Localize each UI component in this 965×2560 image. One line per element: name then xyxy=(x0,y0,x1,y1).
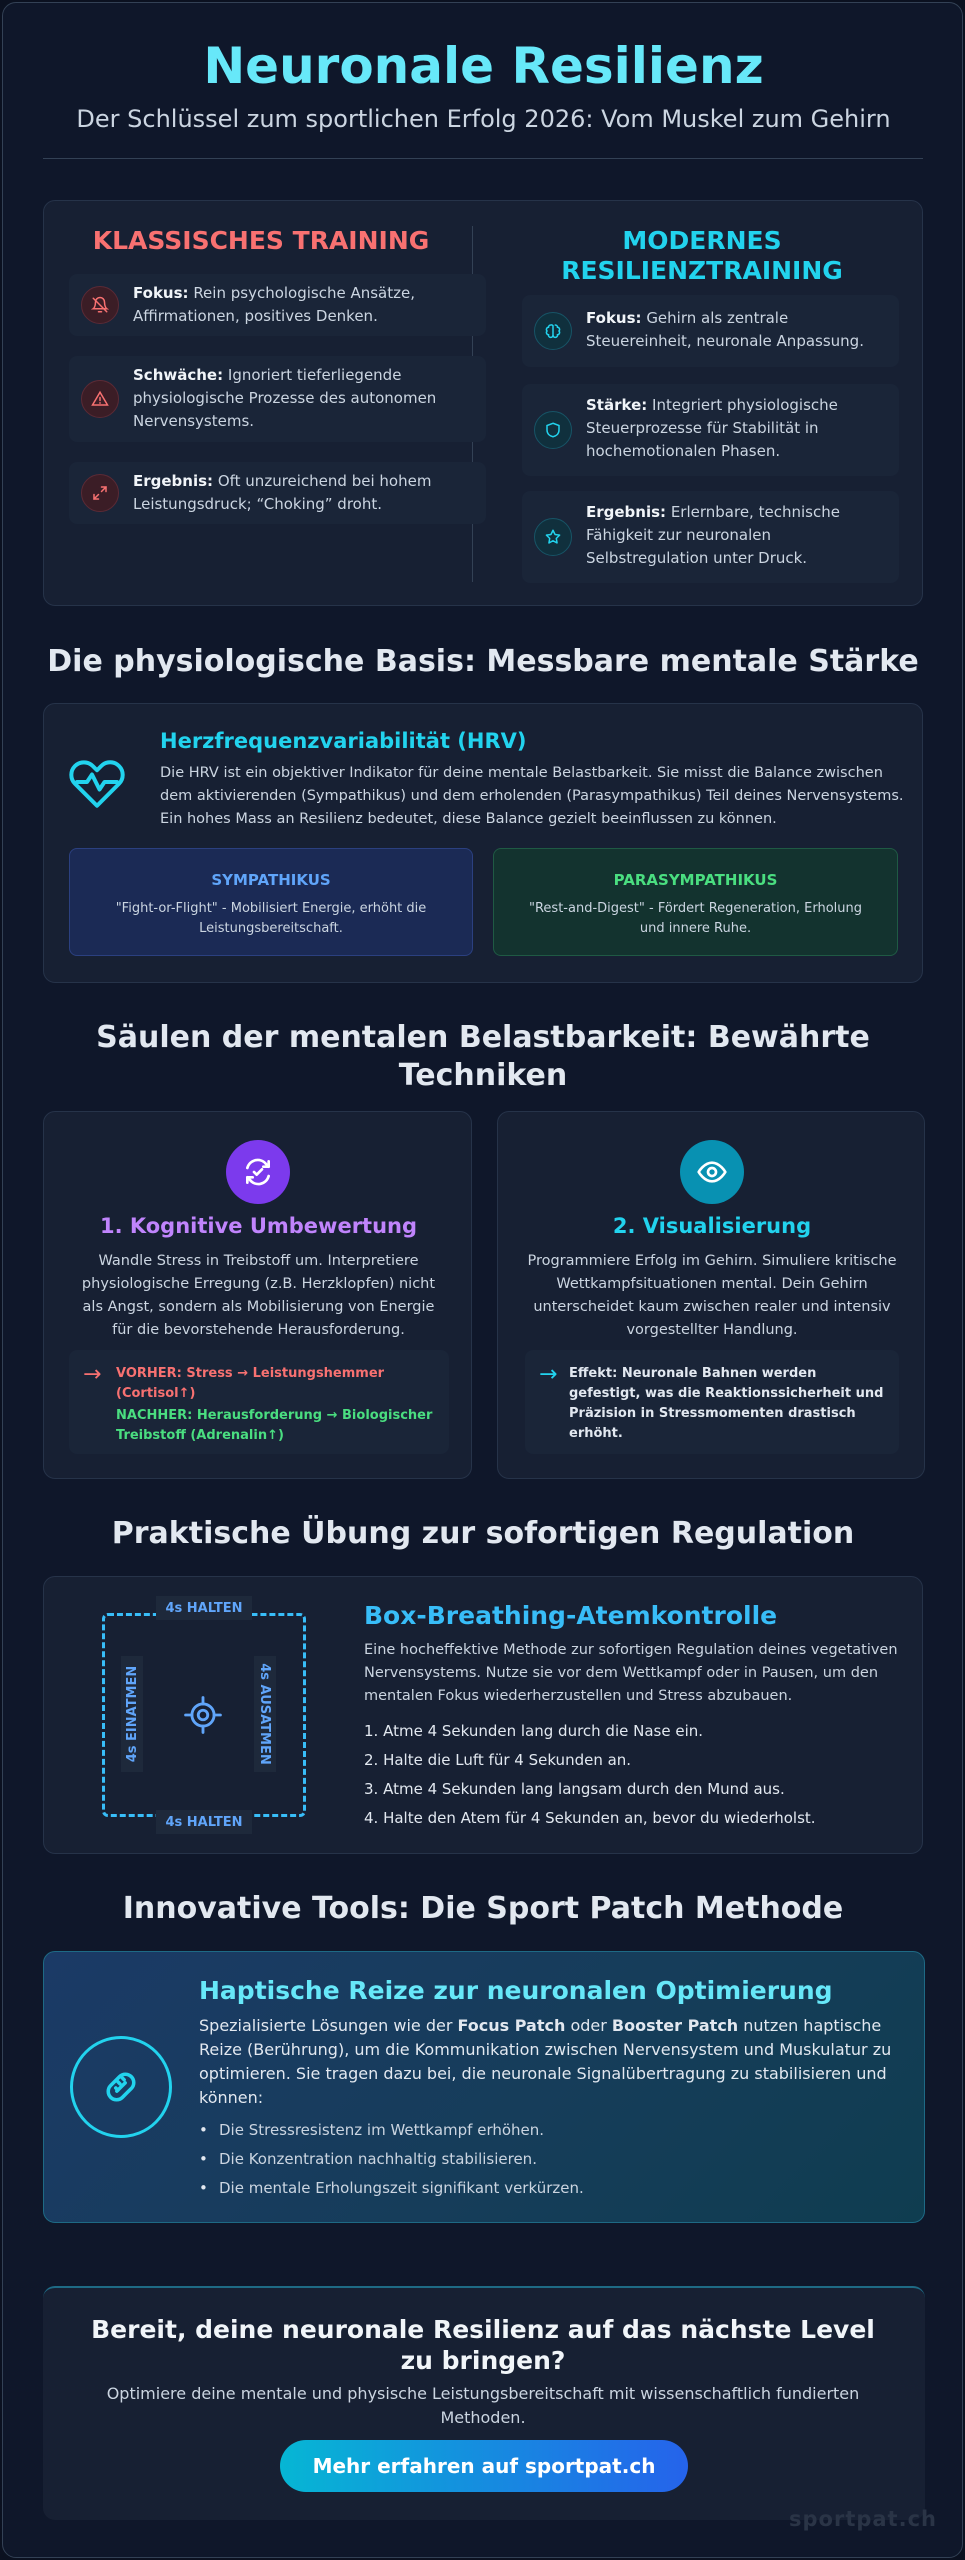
modern-item-label: Ergebnis: xyxy=(586,503,667,521)
pillar-visualization-card xyxy=(497,1111,925,1479)
pillar-cognitive-card xyxy=(43,1111,472,1479)
modern-item-strength xyxy=(522,384,899,476)
focus-patch-name: Focus Patch xyxy=(457,2016,566,2035)
classic-item-label: Schwäche: xyxy=(133,366,224,384)
arrow-right-icon: → xyxy=(83,1362,102,1387)
classic-item-focus xyxy=(69,274,486,336)
tools-title-text: Haptische Reize zur neuronalen Optimierung xyxy=(199,1976,833,2005)
eye-icon xyxy=(680,1140,744,1204)
box-label-bottom: 4s HALTEN xyxy=(156,1810,252,1834)
benefit-item: • Die Stressresistenz im Wettkampf erhöhen. xyxy=(199,2116,904,2145)
tools-text-part: Spezialisierte Lösungen wie der xyxy=(199,2016,458,2035)
booster-patch-name: Booster Patch xyxy=(611,2016,739,2035)
physio-heading: Die physiologische Basis: Messbare mentale Stärke xyxy=(47,644,919,679)
reframe-icon xyxy=(226,1140,290,1204)
box-breathing-title: Box-Breathing-Atemkontrolle xyxy=(364,1601,778,1630)
warning-icon xyxy=(81,380,119,418)
box-label-right: 4s AUSATMEN xyxy=(254,1656,276,1772)
brain-icon xyxy=(534,312,572,350)
patch-icon xyxy=(70,2036,172,2138)
tools-heading: Innovative Tools: Die Sport Patch Methode xyxy=(122,1891,844,1926)
footer-watermark: sportpat.ch xyxy=(789,2507,937,2531)
box-label-top: 4s HALTEN xyxy=(156,1596,252,1620)
tools-title xyxy=(199,1976,833,2005)
pillar-cognitive-title: 1. Kognitive Umbewertung xyxy=(99,1214,418,1238)
tools-text-part: nutzen haptische Reize (Berührung), um die Kommunikation zwischen Nervensystem und Muskulatur zu optimieren. Sie tragen dazu bei, die neuronale Signalübertragung zu stabilisieren und können: xyxy=(199,2016,892,2107)
reframe-before: VORHER: Stress → Leistungshemmer (Cortisol↑) xyxy=(116,1366,385,1401)
sympathikus-box xyxy=(69,848,473,956)
step-item: 4. Halte den Atem für 4 Sekunden an, bevor du wiederholst. xyxy=(364,1809,816,1827)
parasympathikus-title: PARASYMPATHIKUS xyxy=(613,871,778,889)
classic-heading: KLASSISCHES TRAINING xyxy=(92,226,430,255)
modern-item-result xyxy=(522,491,899,583)
bell-off-icon xyxy=(81,286,119,324)
page-subtitle: Der Schlüssel zum sportlichen Erfolg 2026: Vom Muskel zum Gehirn xyxy=(76,105,891,133)
modern-item-label: Stärke: xyxy=(586,396,648,414)
box-breathing-steps xyxy=(364,1717,904,1833)
step-item: 2. Halte die Luft für 4 Sekunden an. xyxy=(364,1751,632,1769)
benefit-item: • Die mentale Erholungszeit signifikant verkürzen. xyxy=(199,2174,904,2203)
practice-heading: Praktische Übung zur sofortigen Regulation xyxy=(111,1516,855,1551)
step-item: 1. Atme 4 Sekunden lang durch die Nase ein. xyxy=(364,1722,704,1740)
modern-item-label: Fokus: xyxy=(586,309,642,327)
classic-item-result xyxy=(69,462,486,524)
hrv-card xyxy=(43,703,923,983)
sympathikus-text: "Fight-or-Flight" - Mobilisiert Energie, erhöht die Leistungsbereitschaft. xyxy=(115,901,427,936)
heart-pulse-icon xyxy=(66,752,128,816)
arrow-right-icon: → xyxy=(539,1362,558,1387)
hrv-text: Die HRV ist ein objektiver Indikator für deine mentale Belastbarkeit. Sie misst die Balance zwischen dem aktivierenden (Sympathikus) und dem erholenden (Parasympathikus) Teil deines Nervensystems. Ein hohes Mass an Resilienz bedeutet, diese Balance gezielt beeinflussen zu können. xyxy=(160,765,904,827)
tools-text xyxy=(199,2014,904,2110)
target-icon xyxy=(184,1696,222,1738)
modern-item-text: Erlernbare, technische Fähigkeit zur neuronalen Selbstregulation unter Druck. xyxy=(586,503,840,567)
tools-text-part: oder xyxy=(565,2016,612,2035)
comparison-card xyxy=(43,200,923,606)
tools-benefits-list xyxy=(199,2116,904,2203)
visualization-effect: Effekt: Neuronale Bahnen werden gefestigt, was die Reaktionssicherheit und Präzision in Stressmomenten drastisch erhöht. xyxy=(569,1366,884,1441)
cta-title: Bereit, deine neuronale Resilienz auf das nächste Level zu bringen? xyxy=(91,2315,875,2375)
learn-more-button[interactable]: Mehr erfahren auf sportpat.ch xyxy=(280,2440,688,2492)
cta-text: Optimiere deine mentale und physische Leistungsbereitschaft mit wissenschaftlich fundierten Methoden. xyxy=(106,2384,860,2427)
tools-card xyxy=(43,1951,925,2223)
modern-item-text: Gehirn als zentrale Steuereinheit, neuronale Anpassung. xyxy=(586,309,864,350)
classic-item-label: Ergebnis: xyxy=(133,472,214,490)
parasympathikus-box xyxy=(493,848,898,956)
reframe-example-box xyxy=(69,1350,449,1454)
hrv-title: Herzfrequenzvariabilität (HRV) xyxy=(160,729,527,753)
pillar-visualization-text: Programmiere Erfolg im Gehirn. Simuliere kritische Wettkampfsituationen mental. Dein Gehirn unterscheidet kaum zwischen realer und intensiv vorgestellter Handlung. xyxy=(527,1253,897,1338)
sympathikus-title: SYMPATHIKUS xyxy=(211,871,331,889)
box-label-left: 4s EINATMEN xyxy=(121,1656,143,1772)
pillars-heading: Säulen der mentalen Belastbarkeit: Bewährte Techniken xyxy=(96,1020,870,1093)
pillar-visualization-title: 2. Visualisierung xyxy=(612,1214,812,1238)
box-breathing-card xyxy=(43,1576,923,1854)
benefit-item: • Die Konzentration nachhaltig stabilisieren. xyxy=(199,2145,904,2174)
classic-item-text: Rein psychologische Ansätze, Affirmationen, positives Denken. xyxy=(133,284,416,325)
classic-item-weakness xyxy=(69,356,486,442)
visualization-effect-box xyxy=(525,1350,899,1454)
parasympathikus-text: "Rest-and-Digest" - Fördert Regeneration, Erholung und innere Ruhe. xyxy=(529,901,862,936)
modern-item-text: Integriert physiologische Steuerprozesse für Stabilität in hochemotionalen Phasen. xyxy=(586,396,838,460)
page-title: Neuronale Resilienz xyxy=(203,37,764,95)
reframe-after: NACHHER: Herausforderung → Biologischer Treibstoff (Adrenalin↑) xyxy=(116,1408,433,1443)
box-breathing-text: Eine hocheffektive Methode zur sofortigen Regulation deines vegetativen Nervensystems. Nutze sie vor dem Wettkampf oder in Pausen, um den mentalen Fokus wiederherzustellen und Stress abzubauen. xyxy=(364,1642,898,1704)
header-divider xyxy=(43,158,923,159)
classic-item-label: Fokus: xyxy=(133,284,189,302)
infographic-page xyxy=(2,2,963,2558)
modern-heading: MODERNES RESILIENZTRAINING xyxy=(561,226,843,285)
shield-icon xyxy=(534,411,572,449)
pillar-cognitive-text: Wandle Stress in Treibstoff um. Interpretiere physiologische Erregung (z.B. Herzklopfen) nicht als Angst, sondern als Mobilisierung von Energie für die bevorstehende Herausforderung. xyxy=(81,1253,436,1338)
modern-item-focus xyxy=(522,295,899,367)
classic-item-text: Oft unzureichend bei hohem Leistungsdruck; “Choking” droht. xyxy=(133,472,432,513)
expand-arrows-icon xyxy=(81,474,119,512)
step-item: 3. Atme 4 Sekunden lang langsam durch den Mund aus. xyxy=(364,1780,785,1798)
classic-item-text: Ignoriert tieferliegende physiologische Prozesse des autonomen Nervensystems. xyxy=(133,366,437,430)
star-icon xyxy=(534,518,572,556)
